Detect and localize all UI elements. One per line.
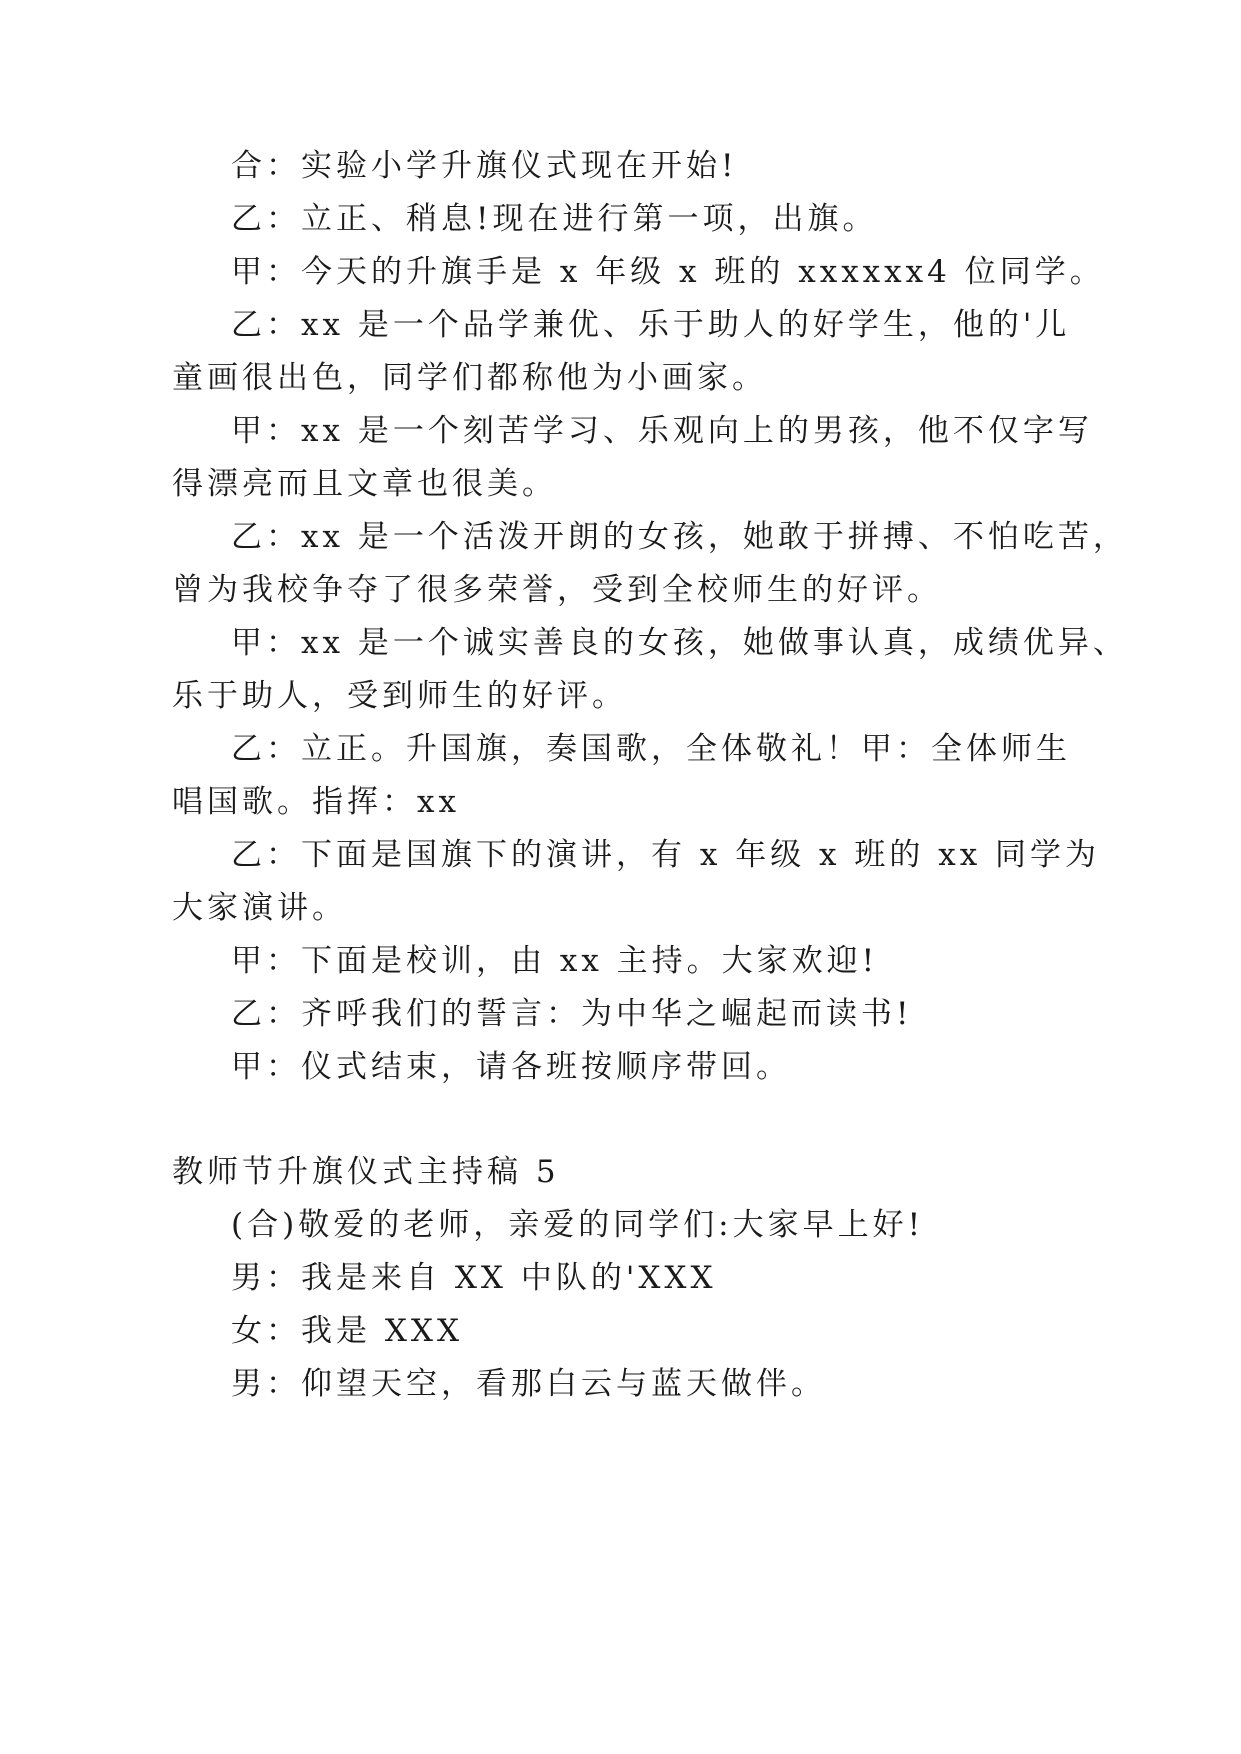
paragraph-8-line-1: 乙：立正。升国旗，奏国歌，全体敬礼！甲：全体师生 (231, 731, 1071, 767)
paragraph-4-line-2: 童画很出色，同学们都称他为小画家。 (172, 360, 767, 396)
paragraph-12-line-1: 甲：仪式结束，请各班按顺序带回。 (231, 1049, 791, 1085)
paragraph-9-line-2: 大家演讲。 (172, 890, 347, 926)
paragraph-6-line-1: 乙：xx 是一个活泼开朗的女孩，她敢于拼搏、不怕吃苦， (231, 519, 1128, 555)
section-paragraph-4-line-1: 男：仰望天空，看那白云与蓝天做伴。 (231, 1366, 826, 1402)
paragraph-3-line-1: 甲：今天的升旗手是 x 年级 x 班的 xxxxxx4 位同学。 (231, 254, 1105, 290)
paragraph-1-line-1: 合：实验小学升旗仪式现在开始! (231, 148, 738, 184)
paragraph-6-line-2: 曾为我校争夺了很多荣誉，受到全校师生的好评。 (172, 572, 942, 608)
paragraph-4-line-1: 乙：xx 是一个品学兼优、乐于助人的好学生，他的'儿 (231, 307, 1071, 343)
paragraph-7-line-2: 乐于助人，受到师生的好评。 (172, 678, 627, 714)
paragraph-11-line-1: 乙：齐呼我们的誓言：为中华之崛起而读书! (231, 996, 913, 1032)
paragraph-5-line-2: 得漂亮而且文章也很美。 (172, 466, 557, 502)
paragraph-10-line-1: 甲：下面是校训，由 xx 主持。大家欢迎! (231, 943, 879, 979)
section-title: 教师节升旗仪式主持稿 5 (172, 1154, 560, 1190)
section-paragraph-1-line-1: (合)敬爱的老师，亲爱的同学们:大家早上好! (231, 1207, 925, 1243)
paragraph-5-line-1: 甲：xx 是一个刻苦学习、乐观向上的男孩，他不仅字写 (231, 413, 1093, 449)
paragraph-9-line-1: 乙：下面是国旗下的演讲，有 x 年级 x 班的 xx 同学为 (231, 837, 1101, 873)
paragraph-7-line-1: 甲：xx 是一个诚实善良的女孩，她做事认真，成绩优异、 (231, 625, 1128, 661)
section-paragraph-2-line-1: 男：我是来自 XX 中队的'XXX (231, 1260, 717, 1296)
section-paragraph-3-line-1: 女：我是 XXX (231, 1313, 464, 1349)
paragraph-2-line-1: 乙：立正、稍息!现在进行第一项，出旗。 (231, 201, 878, 237)
paragraph-8-line-2: 唱国歌。指挥：xx (172, 784, 460, 820)
